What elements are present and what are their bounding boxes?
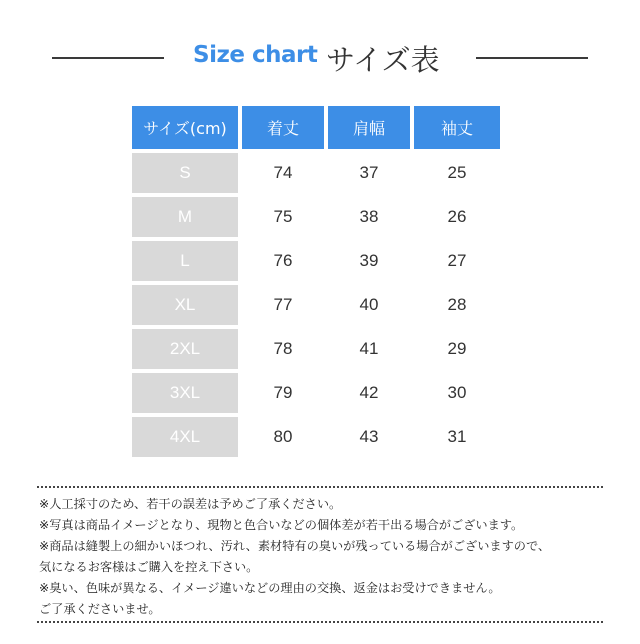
notes-list: [39, 494, 605, 620]
size-label: 3XL: [132, 373, 238, 413]
size-label: 2XL: [132, 329, 238, 369]
table-row: [132, 373, 500, 413]
title-row: [0, 36, 640, 80]
length-value: 79: [273, 383, 293, 402]
note-line: 気になるお客様はご購入を控え下さい。: [39, 560, 259, 574]
note-line: ※商品は縫製上の細かいほつれ、汚れ、素材特有の臭いが残っている場合がございますので、: [39, 539, 551, 553]
header-shoulder: 肩幅: [328, 106, 410, 149]
header-sleeve: 袖丈: [414, 106, 500, 149]
shoulder-value: 42: [359, 383, 379, 402]
sleeve-value: 28: [447, 295, 467, 314]
table-row: [132, 153, 500, 193]
shoulder-value: 41: [359, 339, 379, 358]
table-row: [132, 197, 500, 237]
length-value: 80: [273, 427, 293, 446]
shoulder-value: 38: [359, 207, 379, 226]
size-label: 4XL: [132, 417, 238, 457]
title-divider-left: [52, 57, 164, 59]
sleeve-value: 30: [447, 383, 467, 402]
length-value: 74: [273, 163, 293, 182]
size-label: S: [132, 153, 238, 193]
note-line: ※人工採寸のため、若干の誤差は予めご了承ください。: [39, 497, 342, 511]
length-value: 75: [273, 207, 293, 226]
note-line: ※写真は商品イメージとなり、現物と色合いなどの個体差が若干出る場合がございます。: [39, 518, 524, 532]
size-label: XL: [132, 285, 238, 325]
sleeve-value: 25: [447, 163, 467, 182]
title-english: Size chart: [193, 42, 318, 68]
title-divider-right: [476, 57, 588, 59]
table-row: [132, 241, 500, 281]
note-line: ※臭い、色味が異なる、イメージ違いなどの理由の交換、返金はお受けできません。: [39, 581, 501, 595]
size-table: [128, 102, 504, 461]
length-value: 76: [273, 251, 293, 270]
size-label: L: [132, 241, 238, 281]
shoulder-value: 37: [359, 163, 379, 182]
table-row: [132, 329, 500, 369]
length-value: 78: [273, 339, 293, 358]
notes-box: [37, 486, 603, 623]
shoulder-value: 39: [359, 251, 379, 270]
sleeve-value: 29: [447, 339, 467, 358]
length-value: 77: [273, 295, 293, 314]
note-line: ご了承くださいませ。: [39, 602, 161, 616]
shoulder-value: 40: [359, 295, 379, 314]
table-row: [132, 417, 500, 457]
sleeve-value: 27: [447, 251, 467, 270]
size-label: M: [132, 197, 238, 237]
shoulder-value: 43: [359, 427, 379, 446]
sleeve-value: 26: [447, 207, 467, 226]
sleeve-value: 31: [447, 427, 467, 446]
header-length: 着丈: [242, 106, 324, 149]
table-header-row: [132, 106, 500, 149]
table-row: [132, 285, 500, 325]
header-size: サイズ(cm): [132, 106, 238, 149]
title-japanese: サイズ表: [326, 43, 440, 77]
